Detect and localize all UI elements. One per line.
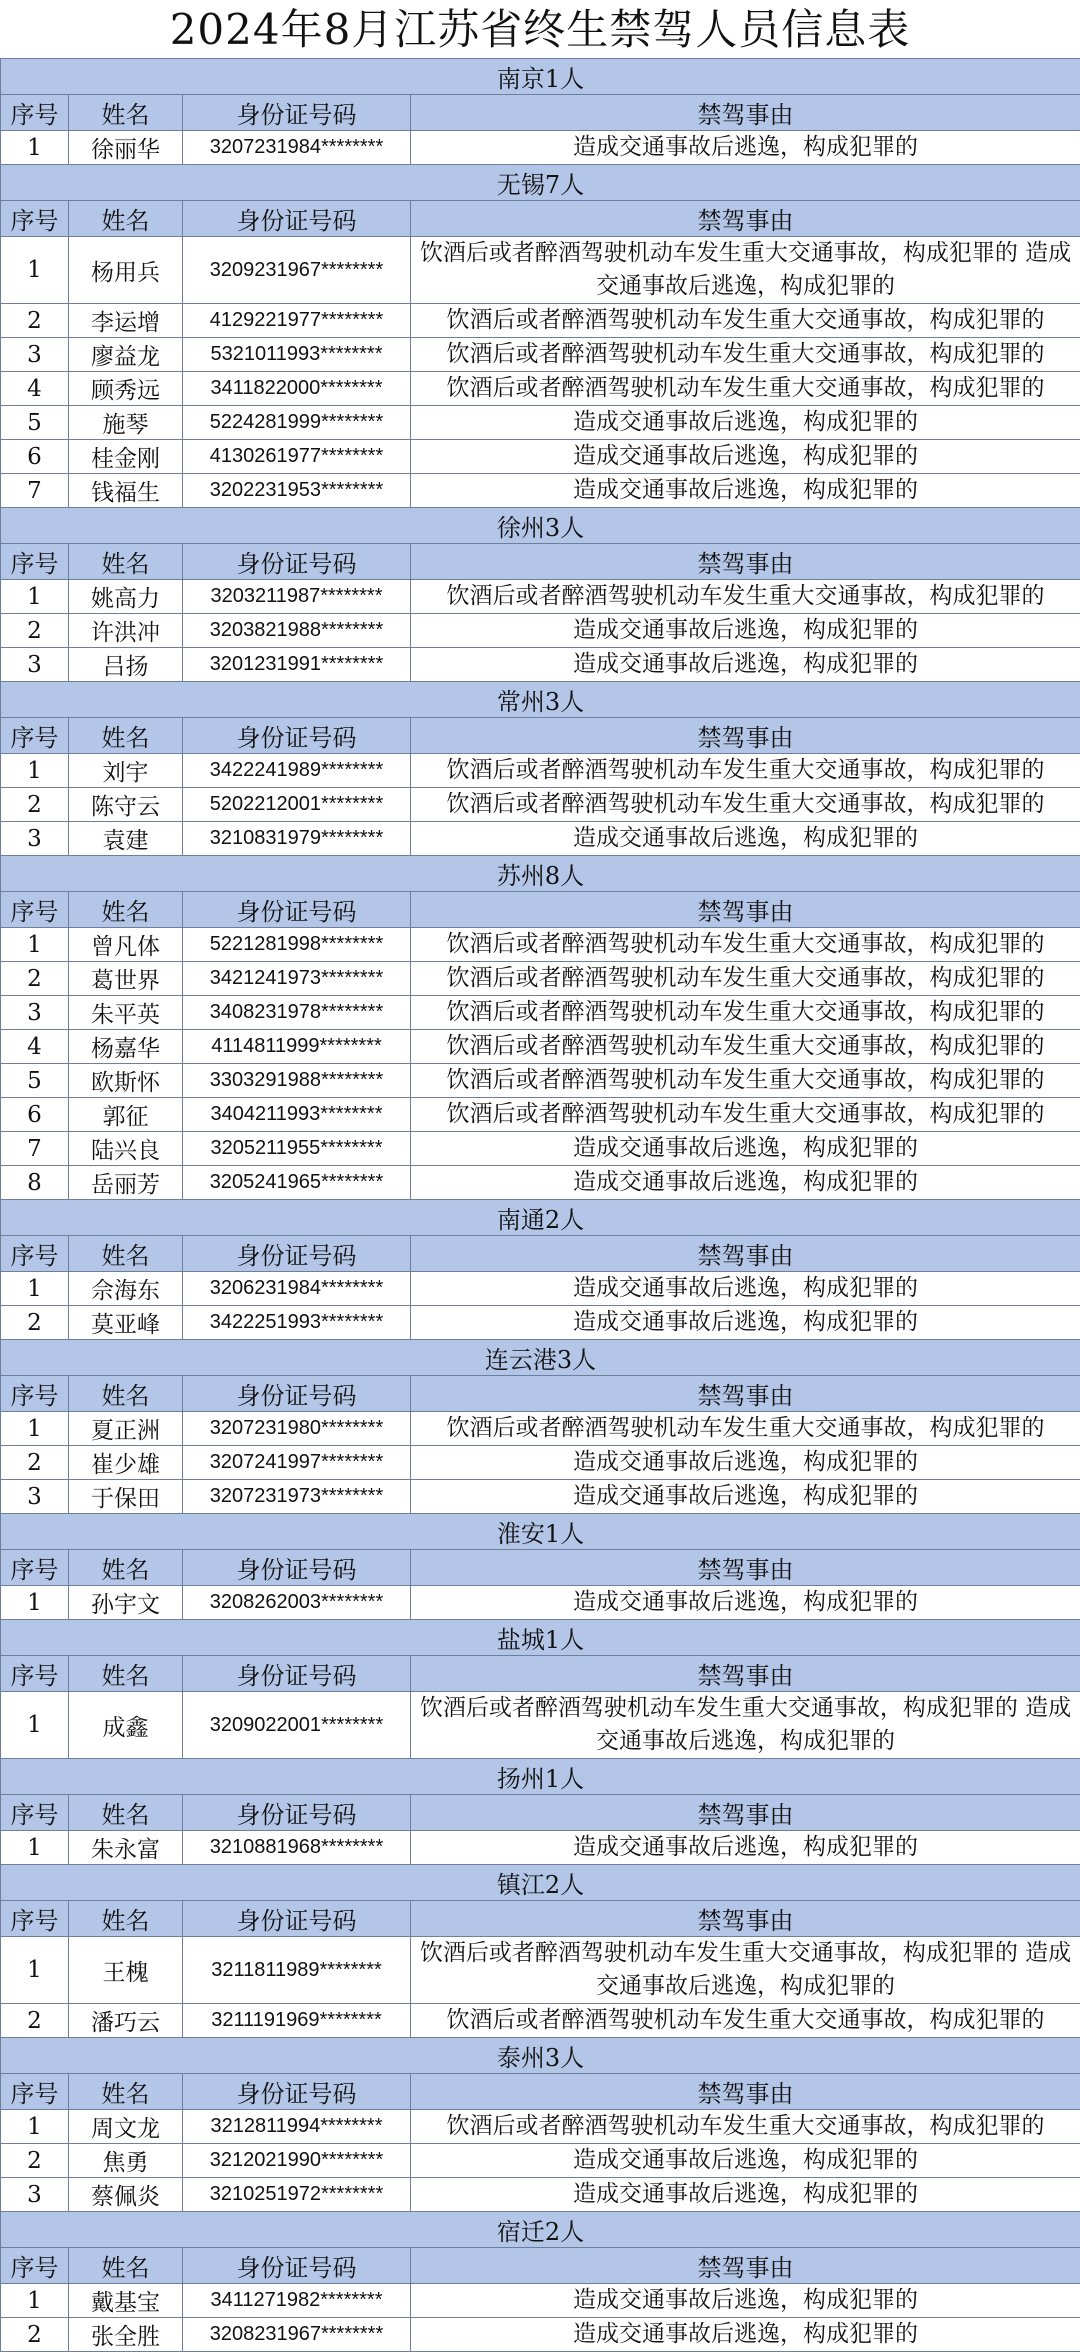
column-header-row (1, 1656, 1080, 1692)
header-reason: 禁驾事由 (411, 1376, 1080, 1412)
cell-id: 3207241997******** (183, 1446, 411, 1480)
cell-id: 5221281998******** (183, 928, 411, 962)
cell-no: 1 (1, 1272, 69, 1306)
cell-id: 5224281999******** (183, 406, 411, 440)
region-label: 镇江2人 (1, 1865, 1080, 1901)
cell-id: 5321011993******** (183, 338, 411, 372)
region-header (1, 59, 1080, 95)
table-row (1, 372, 1080, 406)
cell-reason: 饮酒后或者醉酒驾驶机动车发生重大交通事故，构成犯罪的 (411, 928, 1080, 962)
column-header-row (1, 718, 1080, 754)
region-header (1, 1200, 1080, 1236)
cell-name: 张全胜 (69, 2318, 183, 2352)
cell-name: 钱福生 (69, 474, 183, 508)
header-name: 姓名 (69, 201, 183, 237)
cell-id: 3209231967******** (183, 237, 411, 304)
column-header-row (1, 1795, 1080, 1831)
column-header-row (1, 2074, 1080, 2110)
region-label: 南通2人 (1, 1200, 1080, 1236)
cell-id: 4130261977******** (183, 440, 411, 474)
cell-no: 1 (1, 1586, 69, 1620)
region-label: 苏州8人 (1, 856, 1080, 892)
header-id: 身份证号码 (183, 2074, 411, 2110)
cell-name: 徐丽华 (69, 131, 183, 165)
cell-no: 1 (1, 754, 69, 788)
cell-id: 3209022001******** (183, 1692, 411, 1759)
cell-no: 3 (1, 1480, 69, 1514)
header-reason: 禁驾事由 (411, 1550, 1080, 1586)
cell-name: 杨用兵 (69, 237, 183, 304)
header-name: 姓名 (69, 1376, 183, 1412)
cell-name: 陈守云 (69, 788, 183, 822)
table-row (1, 648, 1080, 682)
table-row (1, 614, 1080, 648)
cell-reason: 饮酒后或者醉酒驾驶机动车发生重大交通事故，构成犯罪的 (411, 372, 1080, 406)
table-row (1, 2318, 1080, 2352)
column-header-row (1, 892, 1080, 928)
header-name: 姓名 (69, 1901, 183, 1937)
header-id: 身份证号码 (183, 892, 411, 928)
table-row (1, 580, 1080, 614)
cell-name: 杨嘉华 (69, 1030, 183, 1064)
cell-no: 2 (1, 1306, 69, 1340)
region-header (1, 1759, 1080, 1795)
cell-reason: 造成交通事故后逃逸，构成犯罪的 (411, 1306, 1080, 1340)
table-row (1, 1831, 1080, 1865)
cell-reason: 饮酒后或者醉酒驾驶机动车发生重大交通事故，构成犯罪的 (411, 580, 1080, 614)
header-reason: 禁驾事由 (411, 201, 1080, 237)
cell-name: 孙宇文 (69, 1586, 183, 1620)
header-reason: 禁驾事由 (411, 1795, 1080, 1831)
table-row (1, 1132, 1080, 1166)
table-row (1, 440, 1080, 474)
table-row (1, 1586, 1080, 1620)
cell-no: 2 (1, 2004, 69, 2038)
cell-reason: 造成交通事故后逃逸，构成犯罪的 (411, 1272, 1080, 1306)
region-label: 无锡7人 (1, 165, 1080, 201)
table-row (1, 1446, 1080, 1480)
header-no: 序号 (1, 1901, 69, 1937)
cell-no: 8 (1, 1166, 69, 1200)
table-row (1, 1098, 1080, 1132)
cell-id: 3212021990******** (183, 2144, 411, 2178)
region-label: 扬州1人 (1, 1759, 1080, 1795)
cell-no: 1 (1, 131, 69, 165)
cell-reason: 造成交通事故后逃逸，构成犯罪的 (411, 406, 1080, 440)
cell-reason: 饮酒后或者醉酒驾驶机动车发生重大交通事故，构成犯罪的 (411, 2110, 1080, 2144)
cell-no: 5 (1, 1064, 69, 1098)
cell-reason: 饮酒后或者醉酒驾驶机动车发生重大交通事故，构成犯罪的 (411, 962, 1080, 996)
column-header-row (1, 544, 1080, 580)
cell-id: 3207231984******** (183, 131, 411, 165)
table-row (1, 1480, 1080, 1514)
cell-reason: 饮酒后或者醉酒驾驶机动车发生重大交通事故，构成犯罪的 (411, 1064, 1080, 1098)
table-row (1, 131, 1080, 165)
table-row (1, 2110, 1080, 2144)
table-row (1, 2178, 1080, 2212)
cell-reason: 饮酒后或者醉酒驾驶机动车发生重大交通事故，构成犯罪的 (411, 304, 1080, 338)
header-reason: 禁驾事由 (411, 1656, 1080, 1692)
table-row (1, 237, 1080, 304)
cell-name: 廖益龙 (69, 338, 183, 372)
cell-no: 1 (1, 237, 69, 304)
cell-reason: 造成交通事故后逃逸，构成犯罪的 (411, 1132, 1080, 1166)
cell-no: 3 (1, 648, 69, 682)
cell-name: 崔少雄 (69, 1446, 183, 1480)
cell-name: 欧斯怀 (69, 1064, 183, 1098)
cell-reason: 饮酒后或者醉酒驾驶机动车发生重大交通事故，构成犯罪的 (411, 996, 1080, 1030)
cell-no: 1 (1, 1937, 69, 2004)
cell-no: 3 (1, 996, 69, 1030)
header-name: 姓名 (69, 1795, 183, 1831)
table-row (1, 1306, 1080, 1340)
table-row (1, 822, 1080, 856)
cell-name: 陆兴良 (69, 1132, 183, 1166)
cell-id: 3205211955******** (183, 1132, 411, 1166)
cell-no: 1 (1, 928, 69, 962)
cell-reason: 造成交通事故后逃逸，构成犯罪的 (411, 648, 1080, 682)
cell-no: 2 (1, 788, 69, 822)
table-row (1, 962, 1080, 996)
header-id: 身份证号码 (183, 1901, 411, 1937)
table-row (1, 1272, 1080, 1306)
cell-id: 4114811999******** (183, 1030, 411, 1064)
cell-id: 3212811994******** (183, 2110, 411, 2144)
cell-no: 1 (1, 1412, 69, 1446)
header-id: 身份证号码 (183, 1656, 411, 1692)
cell-no: 6 (1, 440, 69, 474)
cell-id: 3210831979******** (183, 822, 411, 856)
header-no: 序号 (1, 1376, 69, 1412)
cell-name: 郭征 (69, 1098, 183, 1132)
table-row (1, 1937, 1080, 2004)
cell-reason: 造成交通事故后逃逸，构成犯罪的 (411, 1586, 1080, 1620)
cell-reason: 造成交通事故后逃逸，构成犯罪的 (411, 440, 1080, 474)
cell-reason: 饮酒后或者醉酒驾驶机动车发生重大交通事故，构成犯罪的 (411, 338, 1080, 372)
cell-id: 5202212001******** (183, 788, 411, 822)
cell-reason: 饮酒后或者醉酒驾驶机动车发生重大交通事故，构成犯罪的 (411, 2004, 1080, 2038)
cell-id: 3411271982******** (183, 2284, 411, 2318)
cell-name: 袁建 (69, 822, 183, 856)
cell-no: 4 (1, 372, 69, 406)
cell-name: 姚高力 (69, 580, 183, 614)
header-name: 姓名 (69, 1236, 183, 1272)
cell-name: 曾凡体 (69, 928, 183, 962)
cell-id: 3210881968******** (183, 1831, 411, 1865)
cell-name: 许洪冲 (69, 614, 183, 648)
ban-list-table (0, 58, 1080, 2352)
cell-name: 施琴 (69, 406, 183, 440)
cell-name: 于保田 (69, 1480, 183, 1514)
region-label: 淮安1人 (1, 1514, 1080, 1550)
header-name: 姓名 (69, 1550, 183, 1586)
cell-name: 潘巧云 (69, 2004, 183, 2038)
table-row (1, 996, 1080, 1030)
column-header-row (1, 1550, 1080, 1586)
cell-reason: 造成交通事故后逃逸，构成犯罪的 (411, 1166, 1080, 1200)
region-label: 泰州3人 (1, 2038, 1080, 2074)
region-header (1, 682, 1080, 718)
table-row (1, 1692, 1080, 1759)
cell-reason: 造成交通事故后逃逸，构成犯罪的 (411, 1446, 1080, 1480)
cell-id: 3211811989******** (183, 1937, 411, 2004)
cell-id: 3203211987******** (183, 580, 411, 614)
region-header (1, 2038, 1080, 2074)
cell-id: 3207231980******** (183, 1412, 411, 1446)
cell-name: 吕扬 (69, 648, 183, 682)
page-title: 2024年8月江苏省终生禁驾人员信息表 (0, 0, 1080, 58)
cell-name: 蔡佩炎 (69, 2178, 183, 2212)
table-row (1, 1064, 1080, 1098)
cell-name: 刘宇 (69, 754, 183, 788)
column-header-row (1, 95, 1080, 131)
table-row (1, 2144, 1080, 2178)
cell-no: 2 (1, 304, 69, 338)
region-header (1, 856, 1080, 892)
header-name: 姓名 (69, 544, 183, 580)
cell-name: 李运增 (69, 304, 183, 338)
header-name: 姓名 (69, 718, 183, 754)
cell-id: 3421241973******** (183, 962, 411, 996)
header-no: 序号 (1, 544, 69, 580)
cell-no: 1 (1, 580, 69, 614)
region-label: 连云港3人 (1, 1340, 1080, 1376)
cell-id: 3202231953******** (183, 474, 411, 508)
cell-id: 3205241965******** (183, 1166, 411, 1200)
region-header (1, 165, 1080, 201)
header-id: 身份证号码 (183, 1550, 411, 1586)
header-no: 序号 (1, 2248, 69, 2284)
header-reason: 禁驾事由 (411, 1236, 1080, 1272)
column-header-row (1, 1376, 1080, 1412)
header-reason: 禁驾事由 (411, 718, 1080, 754)
region-header (1, 1514, 1080, 1550)
cell-name: 朱平英 (69, 996, 183, 1030)
cell-reason: 造成交通事故后逃逸，构成犯罪的 (411, 2144, 1080, 2178)
cell-id: 4129221977******** (183, 304, 411, 338)
table-row (1, 754, 1080, 788)
cell-reason: 饮酒后或者醉酒驾驶机动车发生重大交通事故，构成犯罪的 (411, 1098, 1080, 1132)
cell-reason: 造成交通事故后逃逸，构成犯罪的 (411, 1480, 1080, 1514)
cell-id: 3207231973******** (183, 1480, 411, 1514)
region-header (1, 2212, 1080, 2248)
cell-no: 3 (1, 2178, 69, 2212)
header-name: 姓名 (69, 2074, 183, 2110)
cell-id: 3203821988******** (183, 614, 411, 648)
header-id: 身份证号码 (183, 1376, 411, 1412)
region-header (1, 1865, 1080, 1901)
header-id: 身份证号码 (183, 1795, 411, 1831)
cell-name: 成鑫 (69, 1692, 183, 1759)
cell-reason: 饮酒后或者醉酒驾驶机动车发生重大交通事故，构成犯罪的 (411, 1412, 1080, 1446)
header-reason: 禁驾事由 (411, 1901, 1080, 1937)
cell-no: 3 (1, 822, 69, 856)
region-label: 宿迁2人 (1, 2212, 1080, 2248)
header-name: 姓名 (69, 1656, 183, 1692)
cell-id: 3201231991******** (183, 648, 411, 682)
region-label: 徐州3人 (1, 508, 1080, 544)
header-no: 序号 (1, 95, 69, 131)
cell-name: 夏正洲 (69, 1412, 183, 1446)
header-id: 身份证号码 (183, 544, 411, 580)
header-id: 身份证号码 (183, 1236, 411, 1272)
column-header-row (1, 2248, 1080, 2284)
cell-no: 5 (1, 406, 69, 440)
region-label: 常州3人 (1, 682, 1080, 718)
cell-id: 3211191969******** (183, 2004, 411, 2038)
region-header (1, 1620, 1080, 1656)
cell-name: 周文龙 (69, 2110, 183, 2144)
cell-name: 葛世界 (69, 962, 183, 996)
cell-name: 朱永富 (69, 1831, 183, 1865)
header-no: 序号 (1, 1236, 69, 1272)
header-id: 身份证号码 (183, 2248, 411, 2284)
table-row (1, 1412, 1080, 1446)
cell-no: 2 (1, 614, 69, 648)
cell-no: 1 (1, 2284, 69, 2318)
cell-no: 4 (1, 1030, 69, 1064)
cell-reason: 造成交通事故后逃逸，构成犯罪的 (411, 2318, 1080, 2352)
header-no: 序号 (1, 1550, 69, 1586)
cell-name: 桂金刚 (69, 440, 183, 474)
header-no: 序号 (1, 2074, 69, 2110)
header-no: 序号 (1, 201, 69, 237)
cell-reason: 造成交通事故后逃逸，构成犯罪的 (411, 822, 1080, 856)
table-row (1, 304, 1080, 338)
table-row (1, 928, 1080, 962)
cell-no: 1 (1, 2110, 69, 2144)
cell-id: 3208231967******** (183, 2318, 411, 2352)
header-reason: 禁驾事由 (411, 95, 1080, 131)
cell-name: 莫亚峰 (69, 1306, 183, 1340)
cell-id: 3422251993******** (183, 1306, 411, 1340)
cell-no: 1 (1, 1831, 69, 1865)
header-name: 姓名 (69, 95, 183, 131)
cell-name: 顾秀远 (69, 372, 183, 406)
cell-name: 岳丽芳 (69, 1166, 183, 1200)
cell-no: 7 (1, 474, 69, 508)
cell-name: 佘海东 (69, 1272, 183, 1306)
header-no: 序号 (1, 1795, 69, 1831)
column-header-row (1, 1901, 1080, 1937)
cell-no: 2 (1, 2318, 69, 2352)
region-header (1, 508, 1080, 544)
cell-no: 7 (1, 1132, 69, 1166)
cell-no: 2 (1, 1446, 69, 1480)
table-row (1, 406, 1080, 440)
cell-reason: 饮酒后或者醉酒驾驶机动车发生重大交通事故，构成犯罪的 造成交通事故后逃逸，构成犯罪的 (411, 1692, 1080, 1759)
column-header-row (1, 201, 1080, 237)
cell-reason: 饮酒后或者醉酒驾驶机动车发生重大交通事故，构成犯罪的 造成交通事故后逃逸，构成犯罪的 (411, 1937, 1080, 2004)
table-body (1, 59, 1080, 2352)
cell-reason: 饮酒后或者醉酒驾驶机动车发生重大交通事故，构成犯罪的 (411, 1030, 1080, 1064)
region-header (1, 1340, 1080, 1376)
table-row (1, 338, 1080, 372)
cell-id: 3422241989******** (183, 754, 411, 788)
table-row (1, 1030, 1080, 1064)
header-no: 序号 (1, 892, 69, 928)
cell-name: 焦勇 (69, 2144, 183, 2178)
header-no: 序号 (1, 718, 69, 754)
header-reason: 禁驾事由 (411, 892, 1080, 928)
cell-name: 王槐 (69, 1937, 183, 2004)
cell-id: 3208262003******** (183, 1586, 411, 1620)
cell-reason: 造成交通事故后逃逸，构成犯罪的 (411, 1831, 1080, 1865)
cell-no: 2 (1, 962, 69, 996)
header-id: 身份证号码 (183, 201, 411, 237)
cell-id: 3206231984******** (183, 1272, 411, 1306)
header-no: 序号 (1, 1656, 69, 1692)
region-label: 盐城1人 (1, 1620, 1080, 1656)
header-reason: 禁驾事由 (411, 2074, 1080, 2110)
table-row (1, 1166, 1080, 1200)
cell-id: 3404211993******** (183, 1098, 411, 1132)
header-name: 姓名 (69, 892, 183, 928)
header-reason: 禁驾事由 (411, 2248, 1080, 2284)
table-row (1, 474, 1080, 508)
cell-reason: 造成交通事故后逃逸，构成犯罪的 (411, 474, 1080, 508)
cell-reason: 造成交通事故后逃逸，构成犯罪的 (411, 2178, 1080, 2212)
header-id: 身份证号码 (183, 95, 411, 131)
cell-no: 1 (1, 1692, 69, 1759)
cell-reason: 饮酒后或者醉酒驾驶机动车发生重大交通事故，构成犯罪的 (411, 788, 1080, 822)
header-reason: 禁驾事由 (411, 544, 1080, 580)
cell-id: 3303291988******** (183, 1064, 411, 1098)
cell-name: 戴基宝 (69, 2284, 183, 2318)
cell-no: 6 (1, 1098, 69, 1132)
table-row (1, 2284, 1080, 2318)
header-name: 姓名 (69, 2248, 183, 2284)
cell-reason: 造成交通事故后逃逸，构成犯罪的 (411, 131, 1080, 165)
cell-id: 3210251972******** (183, 2178, 411, 2212)
column-header-row (1, 1236, 1080, 1272)
cell-reason: 饮酒后或者醉酒驾驶机动车发生重大交通事故，构成犯罪的 (411, 754, 1080, 788)
table-row (1, 2004, 1080, 2038)
cell-reason: 饮酒后或者醉酒驾驶机动车发生重大交通事故，构成犯罪的 造成交通事故后逃逸，构成犯罪的 (411, 237, 1080, 304)
cell-no: 2 (1, 2144, 69, 2178)
header-id: 身份证号码 (183, 718, 411, 754)
cell-no: 3 (1, 338, 69, 372)
cell-id: 3408231978******** (183, 996, 411, 1030)
cell-reason: 造成交通事故后逃逸，构成犯罪的 (411, 614, 1080, 648)
region-label: 南京1人 (1, 59, 1080, 95)
table-row (1, 788, 1080, 822)
cell-reason: 造成交通事故后逃逸，构成犯罪的 (411, 2284, 1080, 2318)
cell-id: 3411822000******** (183, 372, 411, 406)
